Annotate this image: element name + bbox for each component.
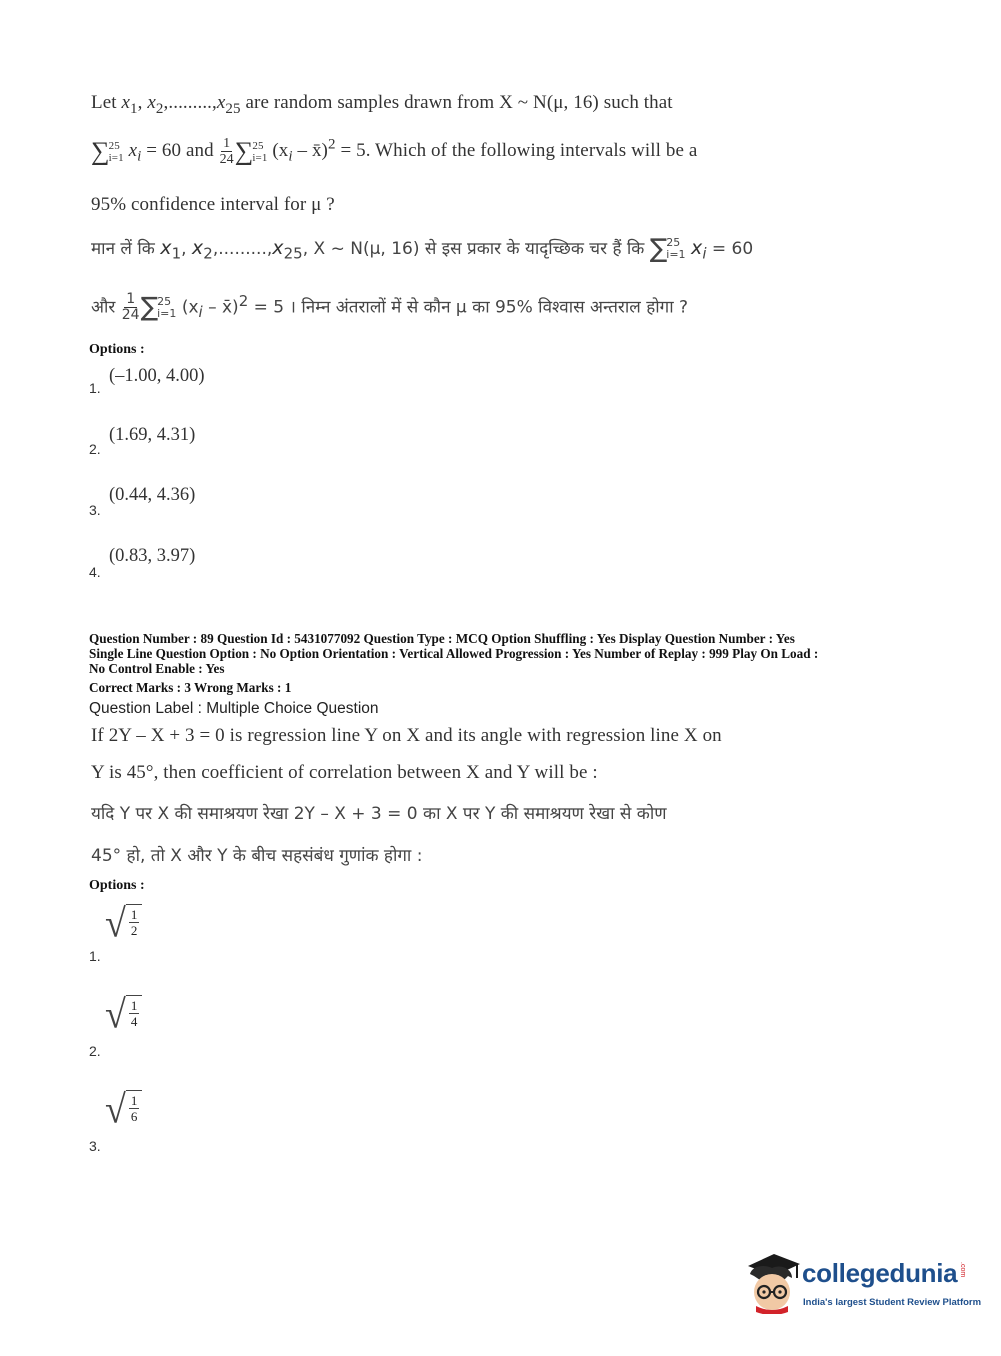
option-number: 2.: [89, 441, 101, 457]
logo-wordmark: collegedunia: [802, 1258, 958, 1288]
option-number: 1.: [89, 948, 101, 964]
q89-options-label: Options :: [89, 878, 145, 893]
sqrt-fraction: √ 1 4: [105, 995, 142, 1035]
option-value: (0.83, 3.97): [109, 546, 196, 566]
q88-line3: 95% confidence interval for μ ?: [91, 194, 335, 215]
option-number: 1.: [89, 380, 101, 396]
q89-hindi-line1: यदि Y पर X की समाश्रयण रेखा 2Y – X + 3 = 0 का X पर Y की समाश्रयण रेखा से कोण: [91, 804, 667, 824]
option-number: 2.: [89, 1043, 101, 1059]
q88-line1: Let $x_1$, $x_2,.........,x_{25}$ are random samples drawn from X ~ N(μ, 16) such that: [91, 92, 673, 117]
option-value: (–1.00, 4.00): [109, 366, 205, 386]
q89-option-3[interactable]: [89, 1087, 189, 1154]
meta-line-3: No Control Enable : Yes: [89, 660, 225, 676]
q89-question-label: Question Label : Multiple Choice Question: [89, 700, 379, 717]
q88-options-label: Options :: [89, 342, 145, 357]
option-value: (1.69, 4.31): [109, 425, 196, 445]
q89-line1: If 2Y – X + 3 = 0 is regression line Y on X and its angle with regression line X on: [91, 725, 722, 746]
option-value: (0.44, 4.36): [109, 485, 196, 505]
logo-com: .com: [959, 1262, 966, 1278]
q88-line2: ∑25 i=1 $x_i = 60$ and $\frac{1}{24}$ ∑25 i=1 ($x_i$ – x̄)$^2$ = 5. Which of the following intervals will be a: [91, 136, 698, 167]
q89-line2: Y is 45°, then coefficient of correlation between X and Y will be :: [91, 762, 598, 783]
student-mascot-icon: [742, 1250, 802, 1314]
collegedunia-logo[interactable]: [742, 1248, 982, 1318]
sqrt-fraction: √ 1 6: [105, 1090, 142, 1130]
q89-option-1[interactable]: [89, 901, 189, 964]
q89-meta: [89, 632, 818, 676]
q88-hindi-line2: और $\frac{1}{24}$ ∑25 i=1 ($x_i$ – x̄)$^2$ = 5 । निम्न अंतरालों में से कौन μ का 95% विश्वास अन्तराल होगा ?: [91, 291, 689, 324]
sqrt-fraction: √ 1 2: [105, 904, 142, 944]
meta-line-1: Question Number : 89 Question Id : 5431077092 Question Type : MCQ Option Shuffling : Yes Display Question Number : Yes: [89, 631, 795, 646]
option-number: 3.: [89, 1138, 101, 1154]
q89-marks: Correct Marks : 3 Wrong Marks : 1: [89, 680, 292, 695]
option-number: 3.: [89, 502, 101, 518]
q88-hindi-line1: मान लें कि $x_1$, $x_2,.........,x_{25}$, X ~ N(μ, 16) से इस प्रकार के यादृच्छिक चर हैं कि ∑25 i=1 $x_i = 60$: [91, 234, 754, 264]
q89-option-2[interactable]: [89, 992, 189, 1059]
option-number: 4.: [89, 564, 101, 580]
logo-tagline: India's largest Student Review Platform: [803, 1297, 982, 1308]
meta-line-2: Single Line Question Option : No Option Orientation : Vertical Allowed Progression : Yes Number of Replay : 999 Play On Load :: [89, 645, 819, 661]
q89-hindi-line2: 45° हो, तो X और Y के बीच सहसंबंध गुणांक होगा :: [91, 846, 423, 866]
